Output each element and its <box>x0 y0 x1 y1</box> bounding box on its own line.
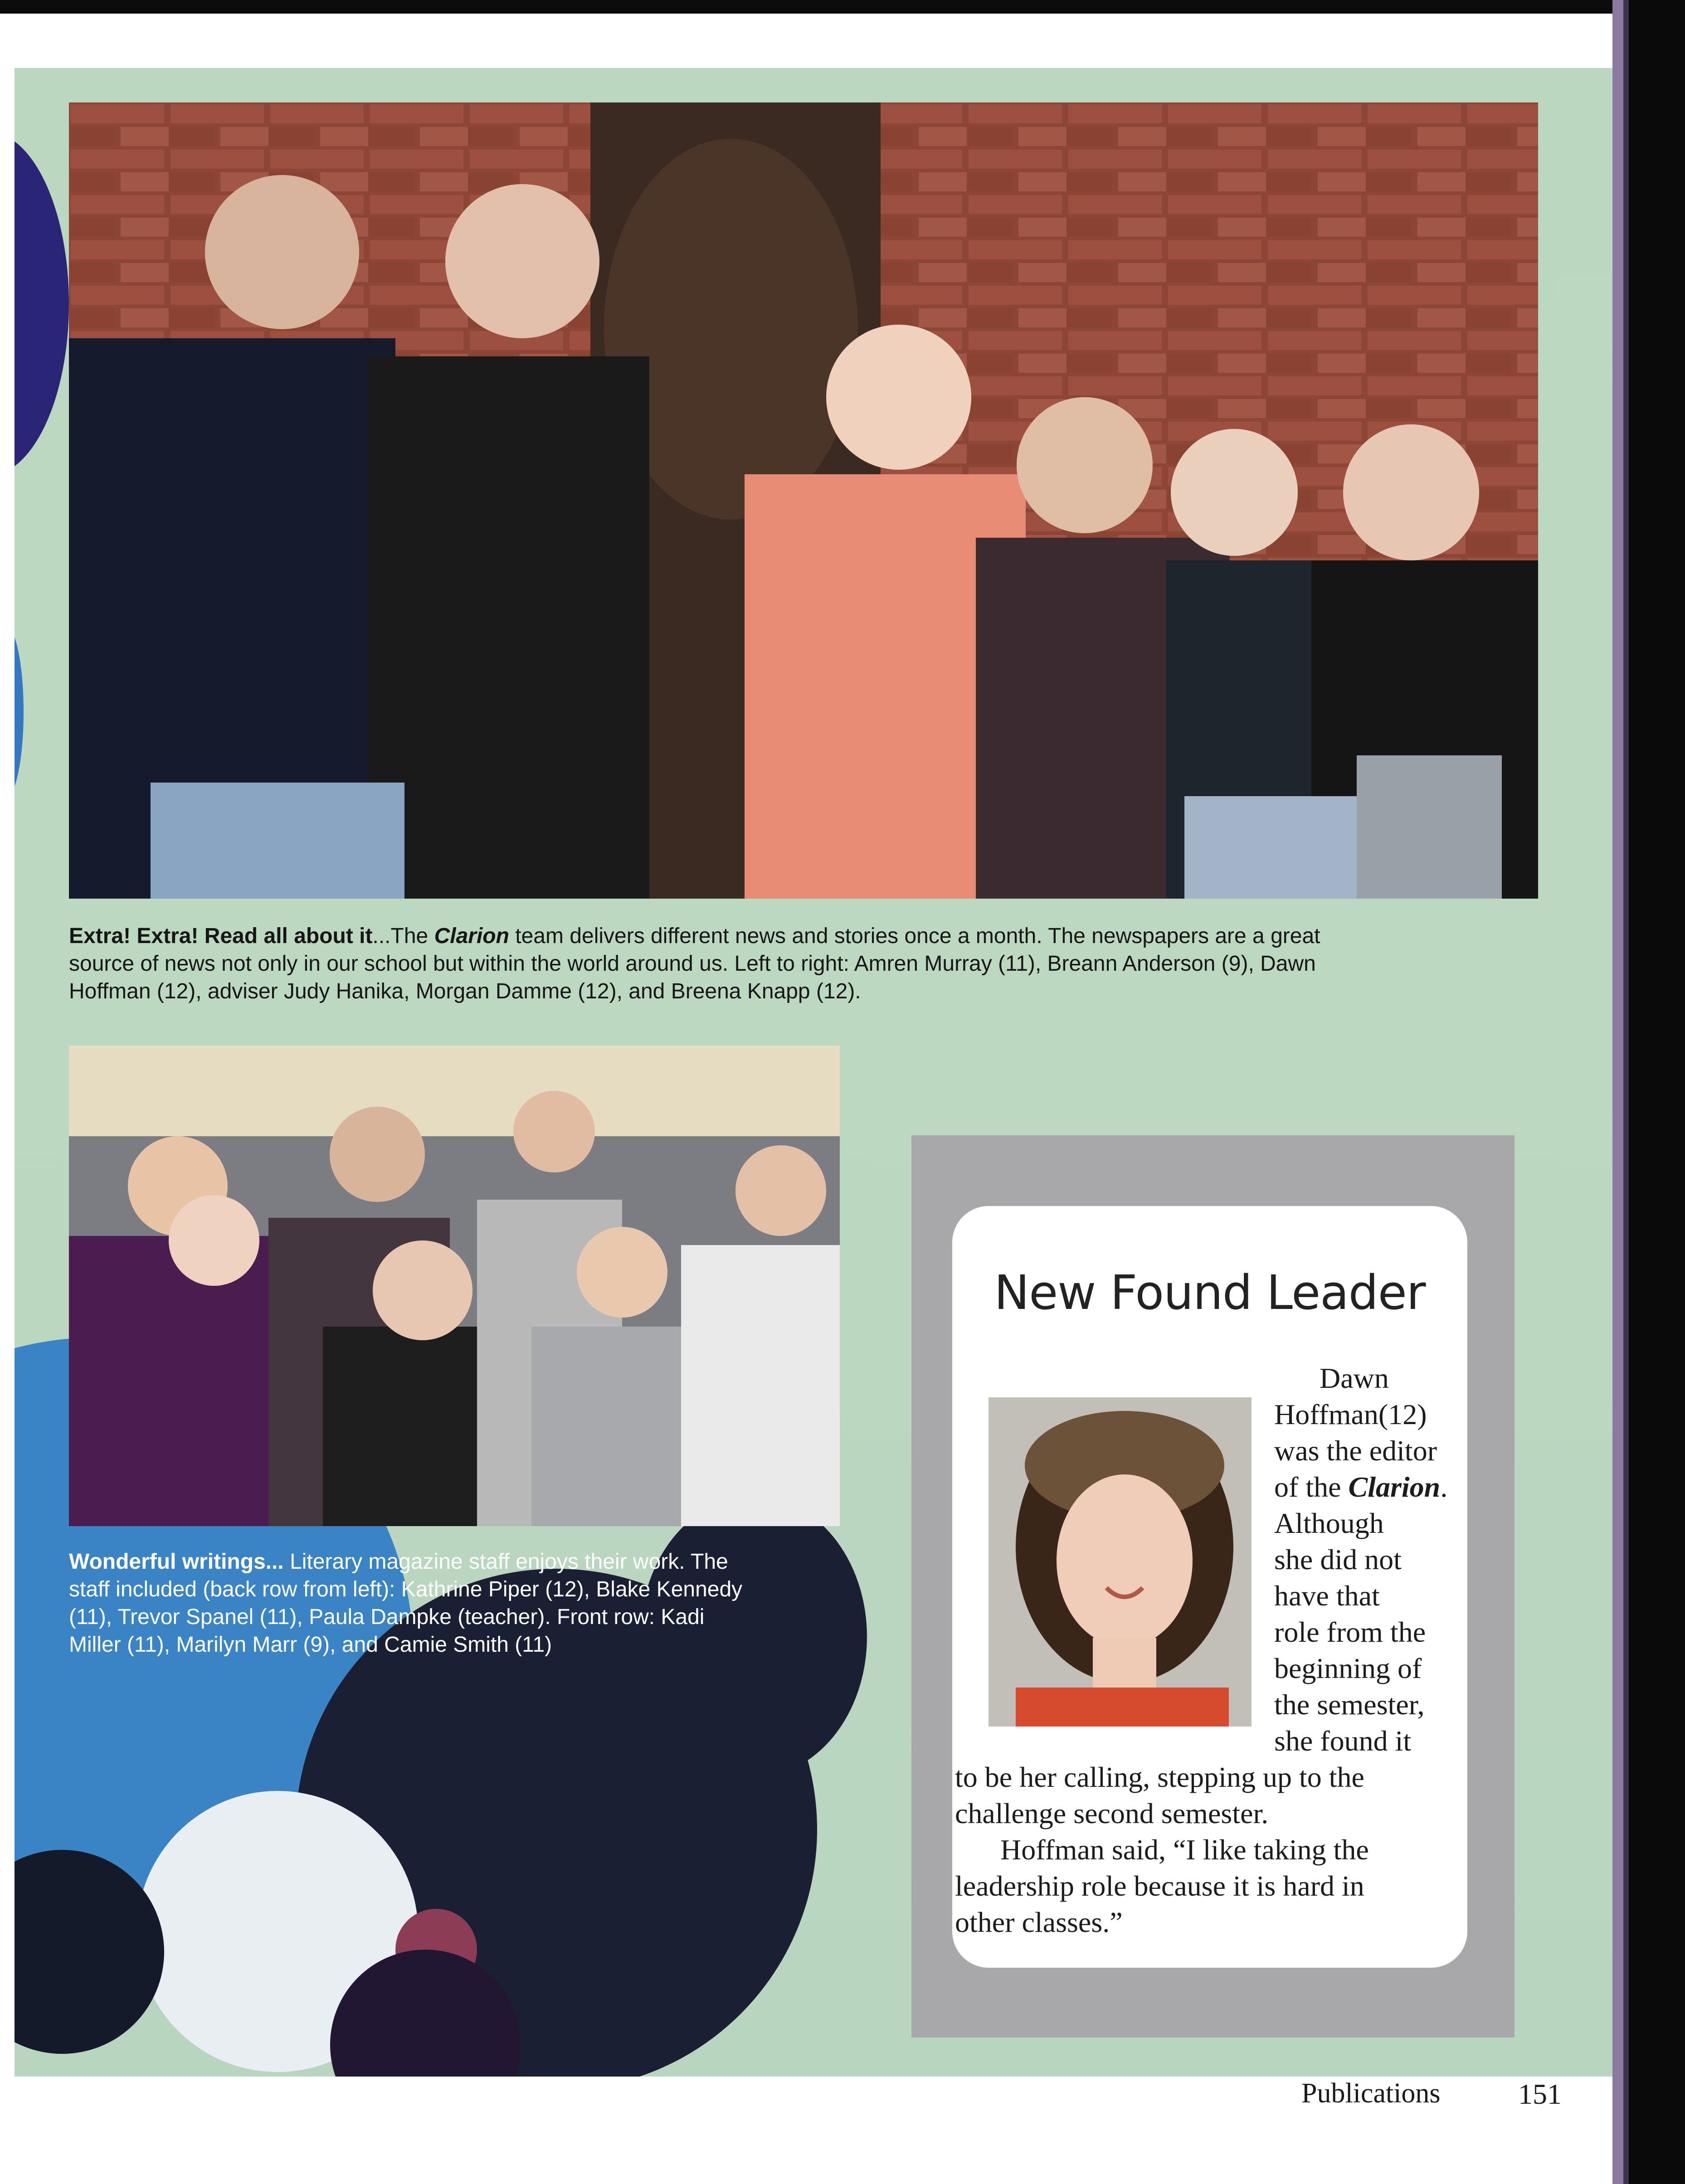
sidebar-quote-line-1: Hoffman said, “I like taking the <box>1000 1834 1369 1866</box>
sidebar-line-7: have that <box>1274 1580 1380 1612</box>
binding-spine-edge <box>1623 0 1629 2184</box>
sidebar-line-9: beginning of <box>1274 1652 1422 1684</box>
scan-top-border <box>0 0 1685 14</box>
sidebar-title: New Found Leader <box>994 1265 1426 1320</box>
clarion-photo-caption <box>69 922 1565 1005</box>
caption2-line3: (11), Trevor Spanel (11), Paula Dampke (teacher). Front row: Kadi <box>69 1605 705 1629</box>
sidebar-quote-line-3: other classes.” <box>955 1906 1123 1938</box>
caption-ellipsis: ...The <box>372 924 434 948</box>
footer-page-number: 151 <box>1518 2078 1562 2110</box>
sidebar-wrapped-text <box>1274 1360 1465 1759</box>
dawn-hoffman-portrait <box>989 1397 1252 1727</box>
sidebar-full-line-1: to be her calling, stepping up to the <box>955 1761 1364 1793</box>
caption-line3: Hoffman (12), adviser Judy Hanika, Morgan Damme (12), and Breena Knapp (12). <box>69 979 861 1003</box>
sidebar-line-1: Dawn <box>1320 1362 1389 1394</box>
literary-photo-caption <box>69 1548 867 1659</box>
sidebar-quote-line-2: leadership role because it is hard in <box>955 1870 1364 1902</box>
sidebar-line-2: Hoffman(12) <box>1274 1398 1427 1430</box>
sidebar-full-text <box>955 1759 1463 1941</box>
sidebar-line-10: the semester, <box>1274 1688 1425 1721</box>
caption2-line1: Literary magazine staff enjoys their work. The <box>283 1550 728 1574</box>
caption2-line4: Miller (11), Marilyn Marr (9), and Camie Smith (11) <box>69 1633 552 1657</box>
sidebar-paper-name: Clarion <box>1348 1471 1441 1503</box>
sidebar-line-3: was the editor <box>1274 1435 1437 1467</box>
caption2-lead: Wonderful writings... <box>69 1550 284 1574</box>
decor-circle-blue-left <box>15 626 24 798</box>
sidebar-full-line-2: challenge second semester. <box>955 1797 1269 1829</box>
caption-paper-name: Clarion <box>434 924 509 948</box>
literary-magazine-photo <box>69 1046 840 1526</box>
clarion-team-photo <box>69 102 1538 899</box>
binding-spine-dark <box>1629 0 1685 2184</box>
binding-spine-light <box>1612 0 1623 2184</box>
sidebar-line-6: she did not <box>1274 1543 1402 1576</box>
sidebar-line-4: of the <box>1274 1471 1349 1503</box>
decor-circle-purple-left <box>15 131 69 476</box>
caption-line1: team delivers different news and stories once a month. The newspapers are a great <box>509 924 1320 948</box>
sidebar-line-8: role from the <box>1274 1616 1426 1648</box>
sidebar-paper-suffix: . <box>1440 1471 1448 1503</box>
footer-section-label: Publications <box>1301 2078 1441 2109</box>
sidebar-line-5: Although <box>1274 1507 1384 1539</box>
caption-lead: Extra! Extra! Read all about it <box>69 924 373 948</box>
caption2-line2: staff included (back row from left): Kathrine Piper (12), Blake Kennedy <box>69 1577 743 1601</box>
caption-line2: source of news not only in our school but within the world around us. Left to right: Amren Murray (11), Breann Anderson (9), Dawn <box>69 952 1316 976</box>
sidebar-line-11: she found it <box>1274 1725 1412 1757</box>
